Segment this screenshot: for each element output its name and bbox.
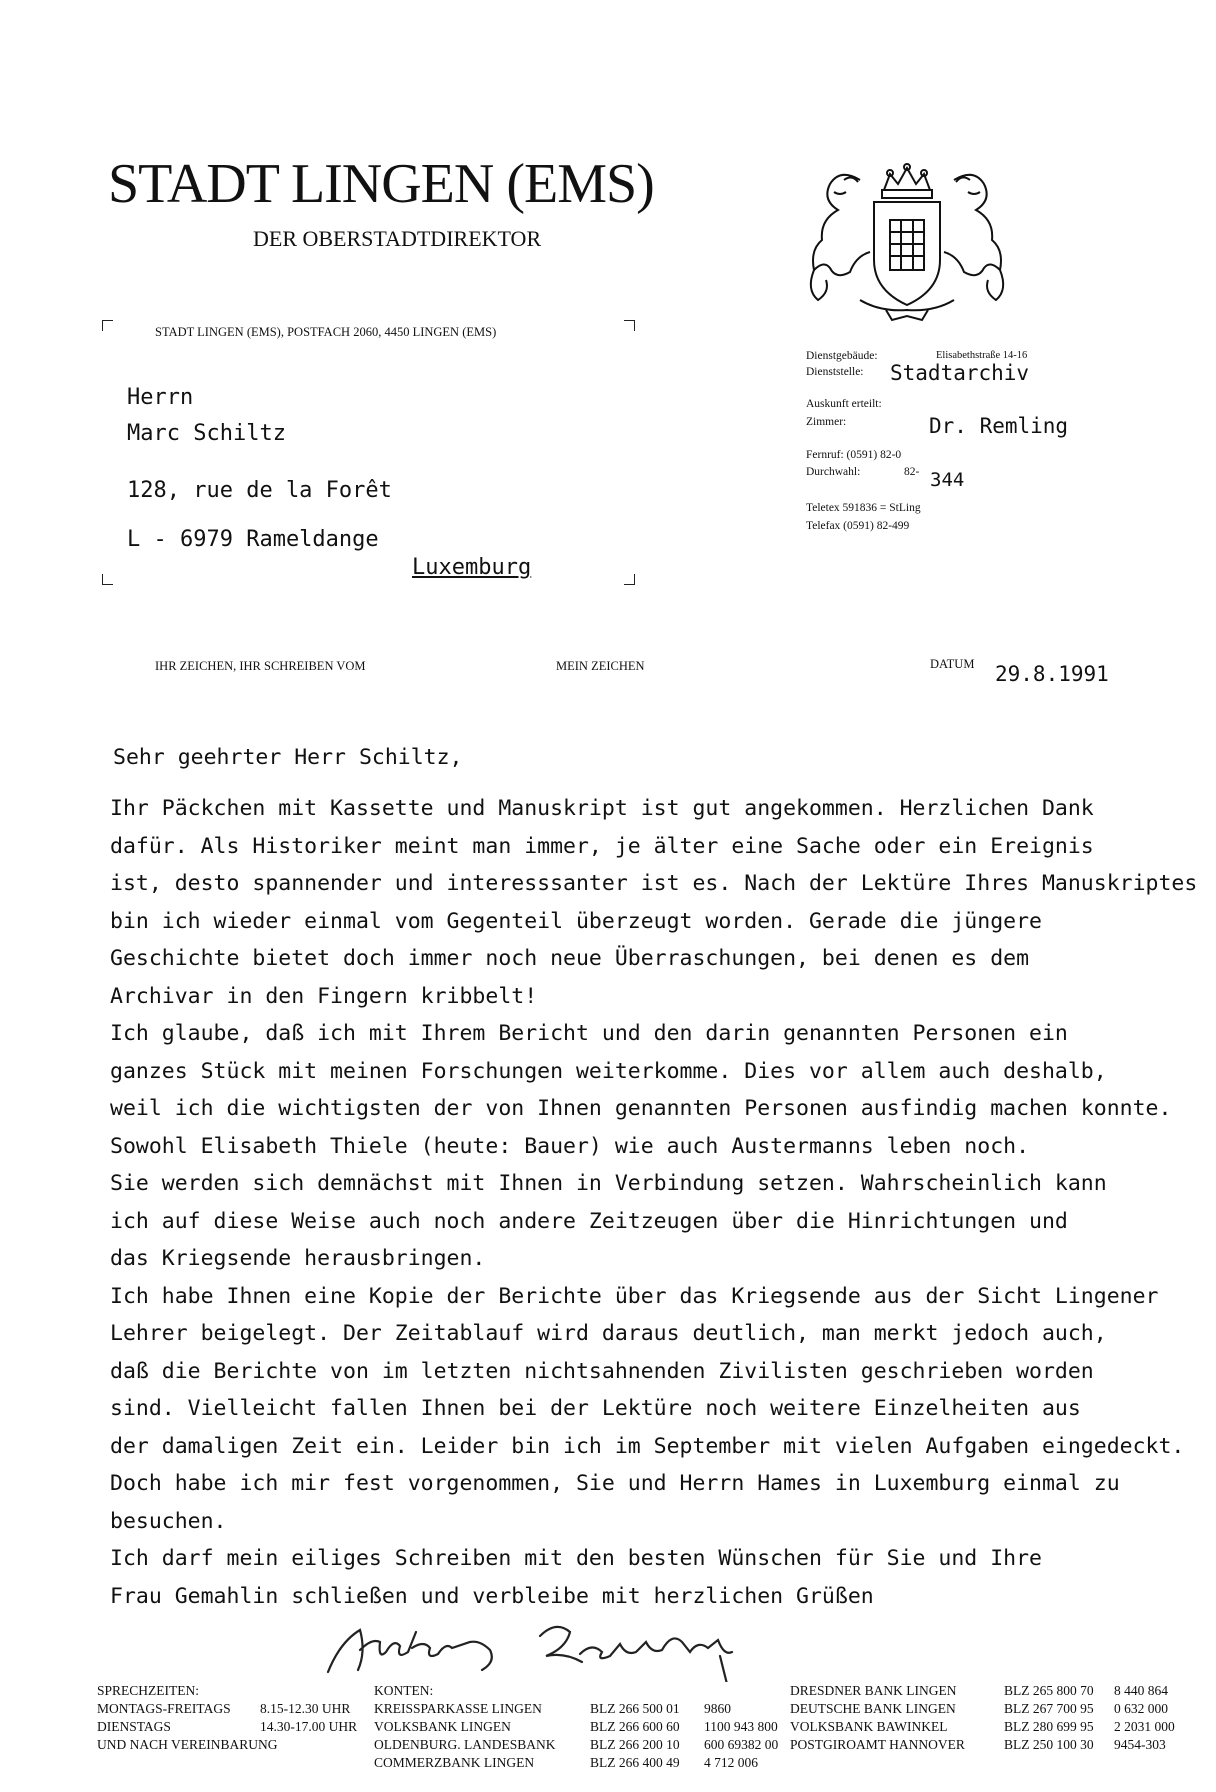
bank-account: 4 712 006 [704,1755,758,1770]
recipient-name: Marc Schiltz [127,421,286,446]
coat-of-arms-icon [800,160,1014,325]
bank-account: 600 69382 00 [704,1737,779,1752]
bank-account: 2 2031 000 [1114,1719,1175,1734]
letter-line: Lehrer beigelegt. Der Zeitablauf wird daraus deutlich, man merkt jedoch auch, [110,1321,1107,1346]
letter-line: Ich darf mein eiliges Schreiben mit den besten Wünschen für Sie und Ihre [110,1546,1042,1571]
bank-blz: BLZ 280 699 95 [1004,1719,1094,1734]
bank-blz: BLZ 265 800 70 [1004,1683,1094,1698]
letter-line: dafür. Als Historiker meint man immer, je älter eine Sache oder ein Ereignis [110,833,1094,859]
telefax: Telefax (0591) 82-499 [806,520,910,532]
contact-value: Dr. Remling [929,414,1069,438]
letter-line: Frau Gemahlin schließen und verbleibe mit herzlichen Grüßen [110,1583,874,1609]
letter-line: Ich habe Ihnen eine Kopie der Berichte über das Kriegsende aus der Sicht Lingener [110,1283,1159,1309]
recipient-street: 128, rue de la Forêt [127,478,392,503]
date-value: 29.8.1991 [995,662,1109,686]
your-reference-label: IHR ZEICHEN, IHR SCHREIBEN VOM [155,659,366,673]
bank-name: DEUTSCHE BANK LINGEN [790,1701,956,1716]
building-label: Dienstgebäude: [806,350,878,362]
bank-list-left [374,1700,794,1772]
hours-time: 14.30-17.00 UHR [260,1719,358,1734]
hours-label: MONTAGS-FREITAGS [97,1701,231,1716]
bank-account: 8 440 864 [1114,1683,1168,1698]
building-value: Elisabethstraße 14-16 [936,350,1028,361]
hours-note: UND NACH VEREINBARUNG [97,1737,278,1752]
accounts-title: KONTEN: [374,1683,434,1698]
bank-name: VOLKSBANK LINGEN [374,1719,511,1734]
direct-extension: 344 [930,469,965,491]
letter-line: ist, desto spannender und interesssanter ist es. Nach der Lektüre Ihres Manuskriptes [110,871,1198,896]
signature [320,1612,840,1682]
bank-name: OLDENBURG. LANDESBANK [374,1737,556,1752]
hours-time: 8.15-12.30 UHR [260,1701,351,1716]
phone: Fernruf: (0591) 82-0 [806,449,902,461]
letter-line: Ich glaube, daß ich mit Ihrem Bericht und den darin genannten Personen ein [110,1021,1068,1046]
bank-blz: BLZ 250 100 30 [1004,1737,1094,1752]
letterhead-subtitle: DER OBERSTADTDIREKTOR [253,226,542,251]
letter-line: Geschichte bietet doch immer noch neue Überraschungen, bei denen es dem [110,946,1030,971]
recipient-salutation: Herrn [127,385,194,410]
letter-line: bin ich wieder einmal vom Gegenteil überzeugt worden. Gerade die jüngere [110,908,1042,934]
bank-list-right [790,1682,1200,1754]
bank-name: VOLKSBANK BAWINKEL [790,1719,948,1734]
bank-blz: BLZ 266 200 10 [590,1737,680,1752]
bank-blz: BLZ 267 700 95 [1004,1701,1094,1716]
recipient-city: L - 6979 Rameldange [127,527,379,552]
my-reference-label: MEIN ZEICHEN [556,659,645,673]
letter-line: Archivar in den Fingern kribbelt! [110,983,538,1009]
info-label: Auskunft erteilt: [806,398,882,410]
bank-blz: BLZ 266 400 49 [590,1755,680,1770]
bank-name: KREISSPARKASSE LINGEN [374,1701,542,1716]
bank-name: DRESDNER BANK LINGEN [790,1683,957,1698]
letter-line: das Kriegsende herausbringen. [110,1246,486,1271]
letter-line: der damaligen Zeit ein. Leider bin ich im September mit vielen Aufgaben eingedeckt. [110,1433,1185,1459]
bank-account: 9454-303 [1114,1737,1166,1752]
date-label: DATUM [930,657,975,671]
letter-line: Sowohl Elisabeth Thiele (heute: Bauer) wie auch Austermanns leben noch. [110,1133,1030,1159]
letter-body [110,790,1198,1615]
letter-line: Ihr Päckchen mit Kassette und Manuskript ist gut angekommen. Herzlichen Dank [110,796,1094,821]
bank-name: POSTGIROAMT HANNOVER [790,1737,965,1752]
hours-label: DIENSTAGS [97,1719,171,1734]
office-hours [97,1682,357,1754]
return-address: STADT LINGEN (EMS), POSTFACH 2060, 4450 LINGEN (EMS) [155,325,497,339]
recipient-country: Luxemburg [412,555,532,580]
direct-label: Durchwahl: [806,466,861,478]
bank-account: 9860 [704,1701,731,1716]
letter-line: besuchen. [110,1508,227,1534]
letter-line: Doch habe ich mir fest vorgenommen, Sie und Herrn Hames in Luxemburg einmal zu [110,1471,1120,1496]
department-value: Stadtarchiv [890,361,1030,385]
direct-prefix: 82- [904,466,920,478]
greeting: Sehr geehrter Herr Schiltz, [113,745,463,770]
hours-title: SPRECHZEITEN: [97,1683,200,1698]
bank-account: 0 632 000 [1114,1701,1168,1716]
teletex: Teletex 591836 = StLing [806,502,921,514]
letter-line: Sie werden sich demnächst mit Ihnen in Verbindung setzen. Wahrscheinlich kann [110,1171,1107,1196]
letterhead-title: STADT LINGEN (EMS) [108,153,654,215]
bank-blz: BLZ 266 500 01 [590,1701,680,1716]
department-label: Dienststelle: [806,366,864,378]
bank-blz: BLZ 266 600 60 [590,1719,680,1734]
letter-line: daß die Berichte von im letzten nichtsahnenden Zivilisten geschrieben worden [110,1358,1094,1384]
room-label: Zimmer: [806,416,847,428]
letter-line: sind. Vielleicht fallen Ihnen bei der Lektüre noch weitere Einzelheiten aus [110,1396,1081,1421]
bank-account: 1100 943 800 [704,1719,778,1734]
letter-line: ich auf diese Weise auch noch andere Zeitzeugen über die Hinrichtungen und [110,1208,1068,1234]
letter-line: ganzes Stück mit meinen Forschungen weiterkomme. Dies vor allem auch deshalb, [110,1058,1107,1084]
bank-name: COMMERZBANK LINGEN [374,1755,535,1770]
letter-line: weil ich die wichtigsten der von Ihnen genannten Personen ausfindig machen konnte. [110,1096,1172,1121]
